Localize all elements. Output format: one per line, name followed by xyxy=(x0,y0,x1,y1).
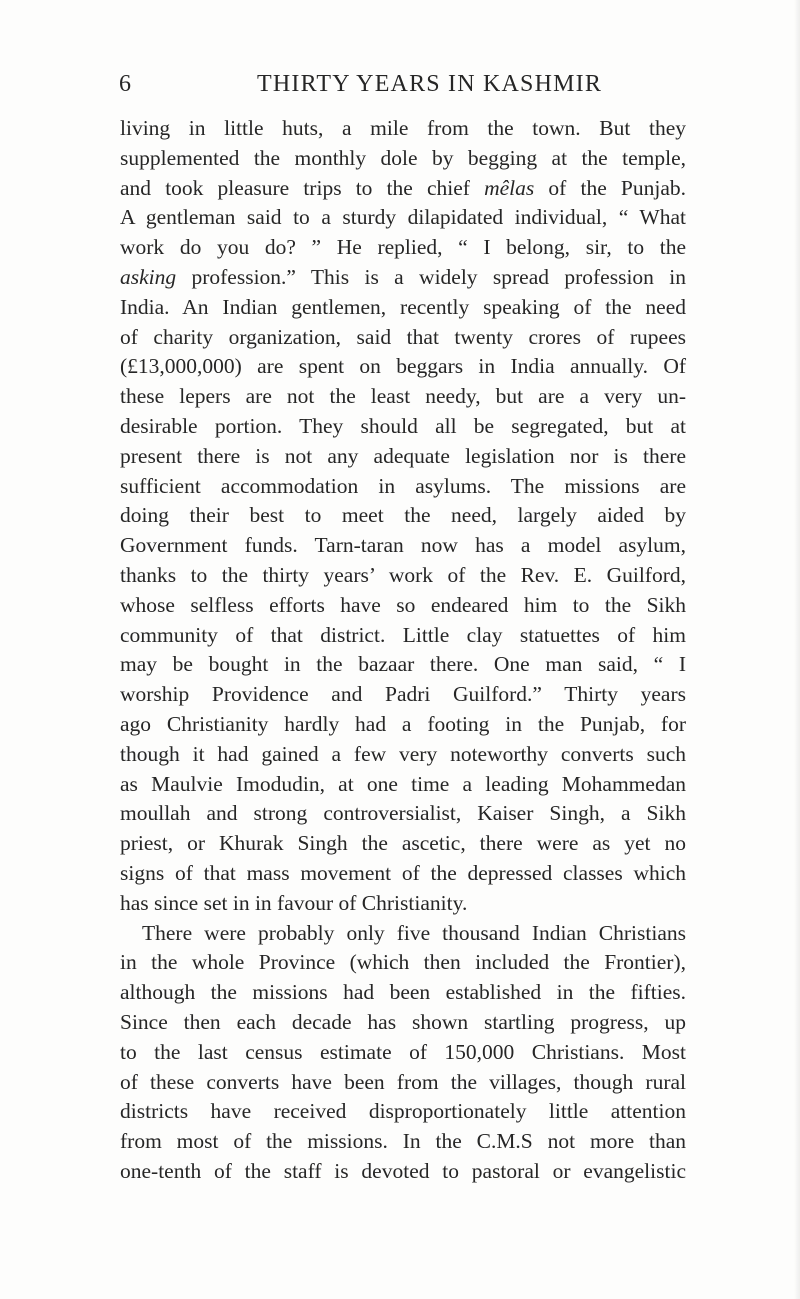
text-line: supplemented the monthly dole by begging at the temple, xyxy=(120,145,686,170)
text-line: of charity organization, said that twenty crores of rupees xyxy=(120,324,686,349)
text-line: these lepers are not the least needy, but are a very un- xyxy=(120,384,686,409)
running-head xyxy=(119,66,685,102)
running-title: THIRTY YEARS IN KASHMIR xyxy=(257,71,603,97)
text-line: Since then each decade has shown startling progress, up xyxy=(120,1009,686,1034)
text-line: doing their best to meet the need, largely aided by xyxy=(120,503,686,528)
text-line: Government funds. Tarn-taran now has a model asylum, xyxy=(120,533,686,558)
text-line: of these converts have been from the villages, though rural xyxy=(120,1069,686,1094)
text-line: to the last census estimate of 150,000 Christians. Most xyxy=(120,1039,686,1064)
text-line: signs of that mass movement of the depressed classes which xyxy=(120,860,686,885)
text-line: work do you do? ” He replied, “ I belong, sir, to the xyxy=(120,235,686,260)
body-text xyxy=(120,114,686,1187)
text-line: living in little huts, a mile from the town. But they xyxy=(120,116,686,140)
paragraph-end-line: has since set in in favour of Christianity. xyxy=(120,890,468,915)
text-line: sufficient accommodation in asylums. The missions are xyxy=(120,473,686,498)
text-line: one-tenth of the staff is devoted to pastoral or evangelistic xyxy=(120,1158,686,1183)
text-line: and took pleasure trips to the chief mêlas of the Punjab. xyxy=(120,175,686,200)
paragraph-start-line: There were probably only five thousand Indian Christians xyxy=(142,920,686,945)
text-line: asking profession.” This is a widely spread profession in xyxy=(120,264,686,289)
text-line: may be bought in the bazaar there. One man said, “ I xyxy=(120,652,686,677)
page-number: 6 xyxy=(119,71,131,97)
text-line: present there is not any adequate legislation nor is there xyxy=(120,443,686,468)
page-edge-shadow xyxy=(794,0,800,1299)
text-line: thanks to the thirty years’ work of the Rev. E. Guilford, xyxy=(120,562,686,587)
text-line: moullah and strong controversialist, Kaiser Singh, a Sikh xyxy=(120,801,686,826)
text-line: priest, or Khurak Singh the ascetic, there were as yet no xyxy=(120,831,686,856)
text-line: India. An Indian gentlemen, recently speaking of the need xyxy=(120,294,686,319)
text-line: though it had gained a few very noteworthy converts such xyxy=(120,741,686,766)
text-line: whose selfless efforts have so endeared him to the Sikh xyxy=(120,592,686,617)
text-line: desirable portion. They should all be segregated, but at xyxy=(120,413,686,438)
text-line: districts have received disproportionately little attention xyxy=(120,1099,686,1124)
text-line: worship Providence and Padri Guilford.” Thirty years xyxy=(120,682,686,707)
text-line: in the whole Province (which then included the Frontier), xyxy=(120,950,686,975)
text-line: community of that district. Little clay statuettes of him xyxy=(120,622,686,647)
text-line: although the missions had been established in the fifties. xyxy=(120,980,686,1005)
text-line: as Maulvie Imodudin, at one time a leading Mohammedan xyxy=(120,771,686,796)
text-line: (£13,000,000) are spent on beggars in India annually. Of xyxy=(120,354,686,379)
text-line: from most of the missions. In the C.M.S not more than xyxy=(120,1129,686,1154)
text-line: A gentleman said to a sturdy dilapidated individual, “ What xyxy=(120,205,686,230)
text-line: ago Christianity hardly had a footing in the Punjab, for xyxy=(120,711,686,736)
